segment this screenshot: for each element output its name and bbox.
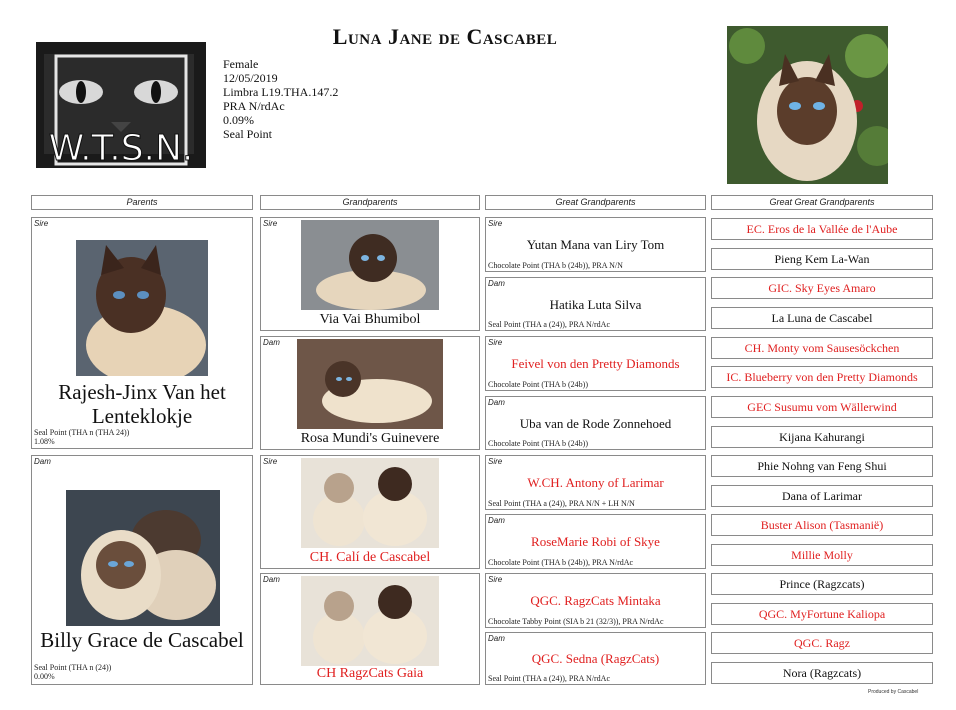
role-label: Sire — [488, 219, 503, 228]
role-label: Sire — [488, 457, 503, 466]
info-birthdate: 12/05/2019 — [223, 71, 278, 85]
role-label: Sire — [263, 457, 278, 466]
great-great-grandparent-13: Prince (Ragzcats) — [711, 573, 933, 595]
info-registration: Limbra L19.THA.147.2 — [223, 85, 339, 99]
great-grandparent-3-details: Chocolate Point (THA b (24b)) — [488, 380, 588, 389]
great-grandparent-5-details: Seal Point (THA a (24)), PRA N/N + LH N/N — [488, 499, 635, 508]
great-grandparent-8 — [485, 632, 706, 685]
great-grandparent-4 — [485, 396, 706, 450]
info-coi: 0.09% — [223, 113, 254, 127]
parent-sire — [31, 217, 253, 449]
grandparent-4-name: CH RagzCats Gaia — [316, 666, 424, 681]
great-grandparent-4-name: Uba van de Rode Zonnehoed — [519, 416, 672, 431]
great-grandparent-6-name: RoseMarie Robi of Skye — [531, 534, 660, 549]
page-title: Luna Jane de Cascabel — [332, 24, 558, 49]
great-grandparent-6-details: Chocolate Point (THA b (24b)), PRA N/rdAc — [488, 558, 634, 567]
great-great-grandparent-10: Dana of Larimar — [711, 485, 933, 507]
dam-name: Billy Grace de Cascabel — [40, 628, 244, 652]
great-grandparent-5-name: W.CH. Antony of Larimar — [527, 475, 664, 490]
great-grandparent-1-name: Yutan Mana van Liry Tom — [526, 237, 665, 252]
grandparent-3-name: CH. Calí de Cascabel — [309, 550, 431, 565]
great-grandparent-2-name: Hatika Luta Silva — [549, 297, 642, 312]
role-label: Dam — [263, 575, 280, 584]
cattery-logo — [36, 42, 206, 168]
great-great-grandparent-1: EC. Eros de la Vallée de l'Aube — [711, 218, 933, 240]
grandparent-1-name: Via Vai Bhumibol — [319, 312, 421, 327]
great-grandparent-5 — [485, 455, 706, 510]
sire-name: Rajesh-Jinx Van het Lenteklokje — [58, 380, 226, 428]
grandparent-1-photo — [301, 220, 439, 310]
role-label: Sire — [34, 219, 49, 228]
great-great-grandparent-15: QGC. Ragz — [711, 632, 933, 654]
great-grandparent-8-details: Seal Point (THA a (24)), PRA N/rdAc — [488, 674, 610, 683]
great-grandparent-7-name: QGC. RagzCats Mintaka — [530, 593, 661, 608]
dam-photo — [66, 490, 220, 626]
great-grandparent-4-details: Chocolate Point (THA b (24b)) — [488, 439, 588, 448]
logo-text: W.T.S.N. — [48, 128, 194, 168]
info-color: Seal Point — [223, 127, 273, 141]
role-label: Dam — [34, 457, 51, 466]
grandparent-4-photo — [301, 576, 439, 666]
role-label: Dam — [488, 516, 505, 525]
role-label: Dam — [263, 338, 280, 347]
grandparent-1 — [260, 217, 480, 331]
grandparent-3 — [260, 455, 480, 569]
great-grandparent-7-details: Chocolate Tabby Point (SIA b 21 (32/3)), PRA N/rdAc — [488, 617, 664, 626]
great-great-grandparent-16: Nora (Ragzcats) — [711, 662, 933, 684]
role-label: Dam — [488, 279, 505, 288]
info-sex: Female — [223, 57, 259, 71]
role-label: Sire — [263, 219, 278, 228]
cat-photo — [727, 26, 888, 184]
great-grandparent-2-details: Seal Point (THA a (24)), PRA N/rdAc — [488, 320, 610, 329]
header-grandparents: Grandparents — [260, 195, 480, 210]
great-great-grandparent-11: Buster Alison (Tasmanië) — [711, 514, 933, 536]
great-grandparent-7 — [485, 573, 706, 628]
great-great-grandparent-9: Phie Nohng van Feng Shui — [711, 455, 933, 477]
grandparent-2-name: Rosa Mundi's Guinevere — [300, 431, 440, 446]
sire-photo — [76, 240, 208, 376]
header-great-great-grandparents: Great Great Grandparents — [711, 195, 933, 210]
great-grandparent-3-name: Feivel von den Pretty Diamonds — [511, 356, 680, 371]
header-great-grandparents: Great Grandparents — [485, 195, 706, 210]
great-great-grandparent-14: QGC. MyFortune Kaliopa — [711, 603, 933, 625]
great-grandparent-8-name: QGC. Sedna (RagzCats) — [531, 651, 660, 666]
dam-color: Seal Point (THA n (24)) — [34, 663, 112, 672]
great-great-grandparent-5: CH. Monty vom Sausesöckchen — [711, 337, 933, 359]
grandparent-2 — [260, 336, 480, 450]
footer-credit: Produced by Cascabel — [868, 689, 919, 695]
info-pra: PRA N/rdAc — [223, 99, 285, 113]
great-great-grandparent-2: Pieng Kem La-Wan — [711, 248, 933, 270]
great-great-grandparent-4: La Luna de Cascabel — [711, 307, 933, 329]
sire-coi: 1.08% — [34, 437, 55, 446]
role-label: Sire — [488, 338, 503, 347]
great-great-grandparent-3: GIC. Sky Eyes Amaro — [711, 277, 933, 299]
sire-color: Seal Point (THA n (THA 24)) — [34, 428, 130, 437]
header-parents: Parents — [31, 195, 253, 210]
great-great-grandparent-12: Millie Molly — [711, 544, 933, 566]
great-grandparent-3 — [485, 336, 706, 391]
role-label: Dam — [488, 634, 505, 643]
grandparent-3-photo — [301, 458, 439, 548]
grandparent-4 — [260, 573, 480, 685]
great-great-grandparent-6: IC. Blueberry von den Pretty Diamonds — [711, 366, 933, 388]
role-label: Sire — [488, 575, 503, 584]
great-great-grandparent-7: GEC Susumu vom Wällerwind — [711, 396, 933, 418]
great-grandparent-2 — [485, 277, 706, 331]
grandparent-2-photo — [297, 339, 443, 429]
great-grandparent-1 — [485, 217, 706, 272]
dam-coi: 0.00% — [34, 672, 55, 681]
cat-info — [223, 57, 338, 141]
parent-dam — [31, 455, 253, 685]
great-grandparent-1-details: Chocolate Point (THA b (24b)), PRA N/N — [488, 261, 623, 270]
great-great-grandparent-8: Kijana Kahurangi — [711, 426, 933, 448]
great-grandparent-6 — [485, 514, 706, 569]
role-label: Dam — [488, 398, 505, 407]
